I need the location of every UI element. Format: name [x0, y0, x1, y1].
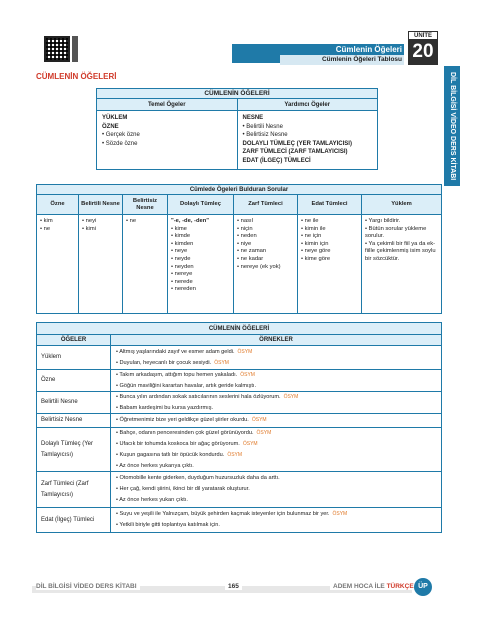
list-item: • neyi [82, 218, 97, 224]
examples-cell [111, 414, 441, 427]
unite-box [408, 31, 438, 65]
example-sentence: • Az önce herkes yukarı çıktı. [116, 497, 188, 503]
footer-series [330, 583, 417, 590]
example-sentence: • Göğün maviliğini karartan havalar, artık geride kalmıştı. [116, 382, 256, 389]
list-item: • kim [40, 218, 53, 224]
example-sentence: • Öğretmenimiz bize yeri geldikçe güzel şiirler okurdu. ÖSYM [116, 417, 267, 423]
list-item: • kimi [82, 225, 96, 232]
example-sentence: • Yetkili biriyle gitti toplantıya katılmak için. [116, 522, 220, 528]
list-item: • niye [237, 240, 252, 247]
list-item: • neden [237, 233, 257, 240]
examples-table [36, 322, 442, 533]
col-header: Edat Tümleci [298, 195, 362, 214]
source-tag: ÖSYM [283, 393, 299, 400]
example-sentence: • Bahçe, odanın penceresinden çok güzel görünüyordu. ÖSYM [116, 429, 272, 436]
element-label: Belirtili Nesne [37, 392, 111, 413]
table-row [37, 428, 441, 472]
list-item: • ne ile [301, 218, 319, 224]
example-sentence: • Takım arkadaşım, attığım topu hemen yakaladı. ÖSYM [116, 371, 255, 378]
source-tag: ÖSYM [227, 451, 243, 458]
source-tag: ÖSYM [242, 440, 258, 447]
page-number: 165 [225, 583, 242, 590]
table-row [37, 472, 441, 508]
example-sentence: • Bunca yılın ardından sokak satıcılarının seslerini hala özlüyorum. ÖSYM [116, 393, 299, 400]
examples-cell [111, 346, 441, 369]
col-elements: ÖĞELER [37, 335, 111, 345]
list-item: • kime göre [301, 255, 331, 262]
col-header: Özne [37, 195, 79, 214]
col-header: Zarf Tümleci [234, 195, 298, 214]
list-item: • Belirtili Nesne [242, 123, 283, 130]
col-examples: ÖRNEKLER [259, 337, 293, 343]
list-item: • Belirtisiz Nesne [242, 132, 288, 139]
header-title: Cümlenin Öğeleri [335, 45, 402, 54]
source-tag: ÖSYM [332, 511, 348, 517]
element-label: Yüklem [37, 346, 111, 369]
source-tag: ÖSYM [214, 359, 229, 366]
unite-label: ÜNİTE [408, 31, 438, 40]
list-item: DOLAYLI TÜMLEÇ (YER TAMLAYICISI) [242, 140, 352, 147]
questions-col [234, 215, 298, 313]
example-sentence: • Kuşun gagasına tatlı bir öpücük kondurdu. ÖSYM [116, 451, 243, 458]
basic-elements [97, 111, 238, 169]
list-item: • kime [171, 225, 187, 232]
source-tag: ÖSYM [237, 348, 253, 355]
table-row [37, 392, 441, 414]
list-item: ZARF TÜMLECİ (ZARF TAMLAYICISI) [242, 149, 348, 156]
qr-code [44, 36, 70, 62]
example-sentence: • Her çağ, kendi şiirini, ikinci bir dil yaratarak oluşturur. [116, 486, 250, 492]
questions-col [79, 215, 123, 313]
list-item: EDAT (İLGEÇ) TÜMLECİ [242, 157, 311, 164]
list-item: ÖZNE [102, 123, 119, 130]
example-sentence: • Babam kardeşimi bu kursa yazdırmış. [116, 404, 214, 411]
list-item: • ne için [301, 233, 322, 240]
list-item: • neye göre [301, 248, 331, 255]
col-header: Belirtisiz Nesne [123, 195, 168, 214]
list-item: • Yargı bildirir. [365, 218, 401, 224]
side-text: DİL BİLGİSİ VİDEO DERS KİTABI [449, 71, 456, 181]
list-item: • kimin ile [301, 225, 326, 232]
questions-col [37, 215, 79, 313]
examples-cell [111, 392, 441, 413]
list-item: • ne [126, 218, 137, 224]
col-header: Dolaylı Tümleç [168, 195, 234, 214]
list-item: • Ya çekimli bir fiil ya da ek-fiille çekimlenmiş isim soylu bir sözcüktür. [365, 240, 436, 262]
example-sentence: • Duyulan, heyecanlı bir çocuk sesiydi. ÖSYM [116, 359, 229, 366]
col-header: Yüklem [391, 201, 412, 207]
list-item: • nereye (ek yok) [237, 263, 281, 270]
list-item: • kimde [171, 233, 191, 240]
element-label: Zarf Tümleci (Zarf Tamlayıcısı) [37, 472, 111, 507]
footer-book-title: DİL BİLGİSİ VİDEO DERS KİTABI [36, 583, 140, 590]
example-sentence: • Ufacık bir tohumda koskoca bir ağaç görüyorum. ÖSYM [116, 440, 258, 447]
page-title: CÜMLENİN ÖĞELERİ [36, 72, 117, 81]
elements-table [96, 88, 378, 170]
table-row [37, 370, 441, 392]
questions-col [362, 215, 441, 313]
list-item: • neye [171, 248, 188, 255]
questions-col [298, 215, 362, 313]
questions-table [36, 184, 442, 314]
questions-table-title: Cümlede Ögeleri Bulduran Sorular [37, 185, 441, 195]
list-item: • nerede [171, 278, 193, 285]
list-item: "-e, -de, -den" [171, 218, 210, 224]
table-row [37, 508, 441, 532]
list-item: • kimin için [301, 240, 329, 247]
element-label: Özne [37, 370, 111, 391]
footer-series-a: ADEM HOCA İLE [333, 583, 387, 590]
table-row [37, 346, 441, 370]
examples-table-title: CÜMLENİN ÖĞELERİ [37, 323, 441, 335]
examples-cell [111, 370, 441, 391]
auxiliary-elements [238, 111, 378, 169]
list-item: • nereye [171, 271, 193, 278]
col-header: Belirtili Nesne [79, 195, 123, 214]
list-item: • niçin [237, 225, 253, 232]
example-sentence: • Suyu ve yeşili ile Yalnızçam, büyük şehirden kaçmak isteyenler için bulunmaz bir yer. ÖSYM [116, 511, 348, 517]
element-label: Dolaylı Tümleç (Yer Tamlayıcısı) [37, 428, 111, 471]
list-item: • ne [40, 225, 51, 232]
source-tag: ÖSYM [256, 429, 272, 436]
list-item: • neyden [171, 263, 194, 270]
col-basic: Temel Ögeler [97, 99, 238, 110]
element-label: Belirtisiz Nesne [37, 414, 111, 427]
questions-col [123, 215, 168, 313]
examples-cell [111, 428, 441, 471]
list-item: • nasıl [237, 218, 253, 224]
header-subtitle: Cümlenin Öğeleri Tablosu [321, 56, 402, 63]
list-item: YÜKLEM [102, 115, 128, 121]
list-item: • Bütün sorular yükleme sorulur. [365, 225, 427, 240]
unite-number: 20 [412, 41, 434, 62]
list-item: NESNE [242, 115, 264, 121]
example-sentence: • Az önce herkes yukarıya çıktı. [116, 462, 194, 469]
list-item: • nereden [171, 286, 196, 293]
example-sentence: • Altmış yaşlarındaki zayıf ve esmer adam geldi. ÖSYM [116, 348, 253, 355]
qr-tag [72, 36, 78, 62]
list-item: • kimden [171, 240, 194, 247]
example-sentence: • Otomobille kente giderken, duyduğum huzursuzluk daha da arttı. [116, 475, 280, 481]
source-tag: ÖSYM [240, 371, 255, 378]
footer-series-b: TÜRKÇE [386, 583, 414, 590]
element-label: Edat (İlgeç) Tümleci [37, 508, 111, 532]
elements-table-title: CÜMLENİN ÖĞELERİ [97, 89, 377, 99]
list-item: • ne zaman [237, 248, 267, 255]
list-item: • neyde [171, 255, 191, 262]
publisher-logo: ÜP [414, 578, 432, 596]
col-auxiliary: Yardımcı Ögeler [284, 102, 331, 108]
table-row [37, 414, 441, 428]
list-item: • Gerçek özne [102, 132, 140, 139]
source-tag: ÖSYM [251, 417, 267, 423]
examples-cell [111, 472, 441, 507]
list-item: • ne kadar [237, 255, 264, 262]
questions-col [168, 215, 234, 313]
examples-cell [111, 508, 441, 532]
list-item: • Sözde özne [102, 140, 138, 147]
